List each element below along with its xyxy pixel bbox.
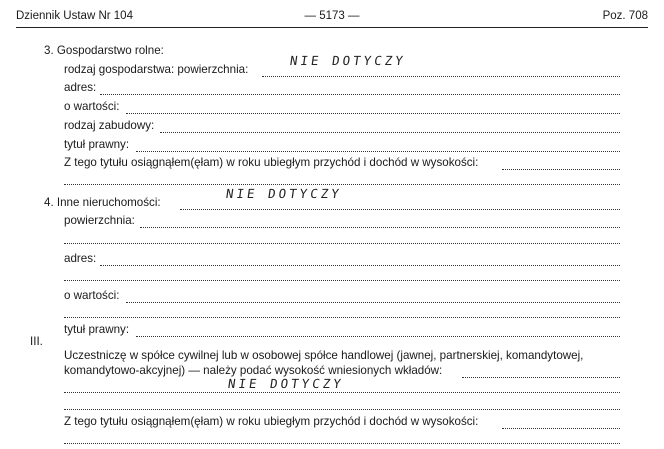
page-number: — 5173 — (304, 10, 360, 22)
farm-value-label: o wartości: (64, 100, 120, 113)
journal-title: Dziennik Ustaw Nr 104 (16, 10, 133, 22)
property-area-label: powierzchnia: (64, 214, 135, 227)
property-value-label: o wartości: (64, 289, 120, 302)
property-field[interactable] (180, 209, 620, 210)
farm-type-label: rodzaj gospodarstwa: powierzchnia: (64, 63, 249, 76)
farm-title-label: tytuł prawny: (64, 138, 130, 151)
farm-address-field[interactable] (100, 94, 620, 95)
partnership-field[interactable] (462, 377, 620, 378)
property-address-label: adres: (64, 252, 97, 265)
property-area-field[interactable] (140, 227, 620, 228)
partnership-text-line1: Uczestniczę w spółce cywilnej lub w osobowej spółce handlowej (jawnej, partnerskiej, komandytowej, (64, 349, 584, 362)
page-header (16, 10, 648, 26)
section-iii-numeral: III. (30, 335, 43, 348)
farm-type-field[interactable] (262, 76, 620, 77)
partnership-income-field[interactable] (502, 428, 620, 429)
property-title-label: tytuł prawny: (64, 323, 130, 336)
farm-income-label: Z tego tytułu osiągnąłem(ęłam) w roku ubiegłym przychód i dochód w wysokości: (64, 156, 479, 169)
partnership-field-2[interactable] (64, 392, 620, 393)
farm-income-field-2[interactable] (64, 184, 620, 185)
property-area-field-2[interactable] (64, 243, 620, 244)
section4-title: 4. Inne nieruchomości: (44, 196, 161, 209)
property-address-field-2[interactable] (64, 280, 620, 281)
property-address-field[interactable] (100, 265, 620, 266)
partnership-field-3[interactable] (64, 409, 620, 410)
farm-handwritten-note: NIE DOTYCZY (288, 53, 407, 68)
farm-income-field[interactable] (502, 169, 620, 170)
farm-buildings-label: rodzaj zabudowy: (64, 119, 155, 132)
farm-title-field[interactable] (136, 151, 620, 152)
partnership-income-field-2[interactable] (64, 443, 620, 444)
farm-buildings-field[interactable] (160, 132, 620, 133)
header-divider (16, 27, 648, 28)
property-value-field[interactable] (126, 302, 620, 303)
farm-address-label: adres: (64, 81, 97, 94)
property-handwritten-note: NIE DOTYCZY (224, 186, 343, 201)
position-number: Poz. 708 (602, 10, 648, 22)
farm-value-field[interactable] (126, 113, 620, 114)
partnership-income-label: Z tego tytułu osiągnąłem(ęłam) w roku ubiegłym przychód i dochód w wysokości: (64, 415, 479, 428)
section3-title: 3. Gospodarstwo rolne: (44, 44, 164, 57)
partnership-text-line2: komandytowo-akcyjnej) — należy podać wysokość wniesionych wkładów: (64, 364, 443, 377)
property-value-field-2[interactable] (64, 317, 620, 318)
partnership-handwritten-note: NIE DOTYCZY (226, 376, 345, 391)
property-title-field[interactable] (136, 336, 620, 337)
